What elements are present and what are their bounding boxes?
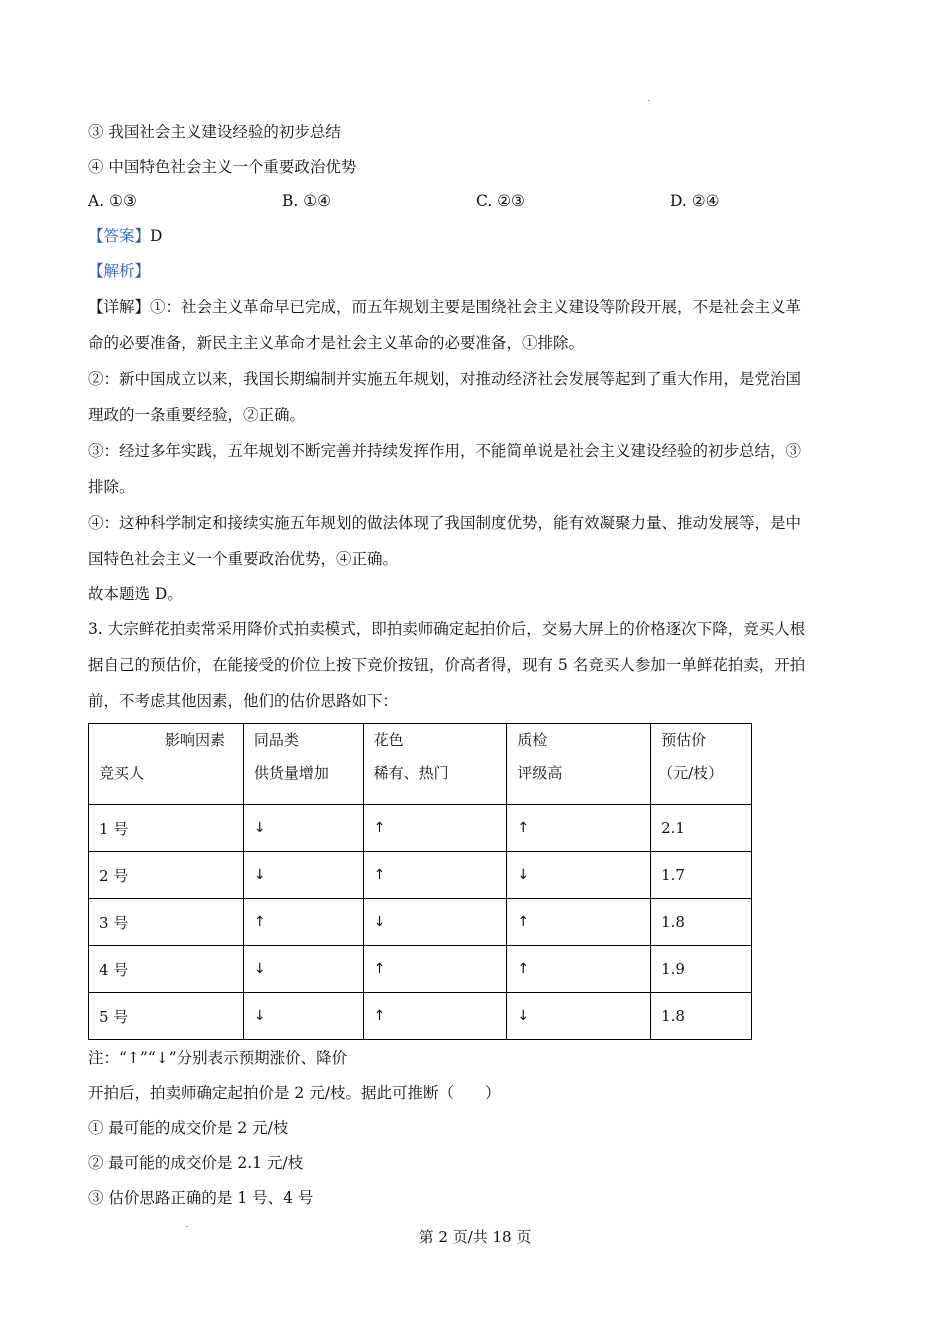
header-color-line2: 稀有、热门 bbox=[373, 764, 449, 782]
scan-dot bbox=[648, 100, 650, 101]
quality-arrow: ↓ bbox=[507, 852, 651, 899]
statement-3: ③ 估价思路正确的是 1 号、4 号 bbox=[88, 1189, 314, 1207]
answer-tag: 【答案】 bbox=[88, 227, 151, 245]
table-row bbox=[89, 805, 752, 852]
corner-top-label: 影响因素 bbox=[165, 731, 226, 749]
color-arrow: ↓ bbox=[363, 899, 507, 946]
statement-2: ② 最可能的成交价是 2.1 元/枝 bbox=[88, 1154, 304, 1172]
header-quality bbox=[507, 724, 651, 805]
detail-paragraph-2a: ②：新中国成立以来，我国长期编制并实施五年规划，对推动经济社会发展等起到了重大作用，是党治国 bbox=[88, 370, 802, 388]
table-note: 注：“↑”“↓”分别表示预期涨价、降价 bbox=[88, 1049, 348, 1067]
header-supply bbox=[243, 724, 363, 805]
supply-arrow: ↓ bbox=[243, 852, 363, 899]
question3-line-2: 据自己的预估价，在能接受的价位上按下竞价按钮，价高者得，现有 5 名竞买人参加一单鲜花拍卖，开拍 bbox=[88, 656, 806, 674]
option-d: D. ②④ bbox=[670, 192, 720, 210]
detail-paragraph-4b: 国特色社会主义一个重要政治优势，④正确。 bbox=[88, 550, 399, 568]
bidder-name: 1 号 bbox=[89, 805, 244, 852]
choice-item-3: ③ 我国社会主义建设经验的初步总结 bbox=[88, 123, 341, 141]
question3-line-1: 3. 大宗鲜花拍卖常采用降价式拍卖模式，即拍卖师确定起拍价后，交易大屏上的价格逐次下降，竞买人根 bbox=[88, 620, 806, 638]
supply-arrow: ↓ bbox=[243, 993, 363, 1040]
estimated-price: 1.7 bbox=[651, 852, 752, 899]
supply-arrow: ↑ bbox=[243, 899, 363, 946]
question3-stem-tail: 开拍后，拍卖师确定起拍价是 2 元/枝。据此可推断（ ） bbox=[88, 1084, 501, 1102]
choice-item-4: ④ 中国特色社会主义一个重要政治优势 bbox=[88, 158, 357, 176]
supply-arrow: ↓ bbox=[243, 946, 363, 993]
analysis-label: 【解析】 bbox=[88, 262, 151, 280]
quality-arrow: ↑ bbox=[507, 805, 651, 852]
table-row bbox=[89, 852, 752, 899]
header-color-line1: 花色 bbox=[373, 731, 404, 749]
bidder-name: 5 号 bbox=[89, 993, 244, 1040]
table-row bbox=[89, 946, 752, 993]
color-arrow: ↑ bbox=[363, 993, 507, 1040]
detail-paragraph-3a: ③：经过多年实践，五年规划不断完善并持续发挥作用，不能简单说是社会主义建设经验的初步总结，③ bbox=[88, 442, 802, 460]
detail-paragraph-1b: 命的必要准备，新民主主义革命才是社会主义革命的必要准备，①排除。 bbox=[88, 334, 585, 352]
detail-conclusion: 故本题选 D。 bbox=[88, 585, 183, 603]
detail-tag: 【详解】 bbox=[88, 298, 151, 316]
header-supply-line2: 供货量增加 bbox=[253, 764, 329, 782]
estimated-price: 1.9 bbox=[651, 946, 752, 993]
detail-paragraph-2b: 理政的一条重要经验，②正确。 bbox=[88, 406, 306, 424]
color-arrow: ↑ bbox=[363, 946, 507, 993]
header-quality-line2: 评级高 bbox=[517, 764, 563, 782]
statement-1: ① 最可能的成交价是 2 元/枝 bbox=[88, 1119, 289, 1137]
option-c: C. ②③ bbox=[476, 192, 525, 210]
option-b: B. ①④ bbox=[282, 192, 332, 210]
color-arrow: ↑ bbox=[363, 852, 507, 899]
estimated-price: 1.8 bbox=[651, 993, 752, 1040]
page-footer: 第 2 页/共 18 页 bbox=[418, 1228, 532, 1246]
bidder-name: 2 号 bbox=[89, 852, 244, 899]
estimated-price: 2.1 bbox=[651, 805, 752, 852]
table-row bbox=[89, 899, 752, 946]
header-quality-line1: 质检 bbox=[517, 731, 548, 749]
header-price-line2: （元/枝） bbox=[658, 764, 724, 782]
detail-paragraph-3b: 排除。 bbox=[88, 478, 135, 496]
table-row bbox=[89, 993, 752, 1040]
analysis-tag bbox=[88, 260, 150, 282]
detail-text: ①：社会主义革命早已完成，而五年规划主要是围绕社会主义建设等阶段开展，不是社会主义革 bbox=[150, 298, 802, 316]
answer-line bbox=[88, 225, 162, 247]
quality-arrow: ↓ bbox=[507, 993, 651, 1040]
detail-paragraph-1a bbox=[88, 296, 801, 318]
answer-value: D bbox=[150, 227, 163, 245]
header-price bbox=[651, 724, 752, 805]
header-supply-line1: 同品类 bbox=[253, 731, 299, 749]
question3-line-3: 前，不考虑其他因素，他们的估价思路如下： bbox=[88, 692, 399, 710]
estimated-price: 1.8 bbox=[651, 899, 752, 946]
bidder-name: 4 号 bbox=[89, 946, 244, 993]
option-a: A. ①③ bbox=[88, 192, 137, 210]
bidder-name: 3 号 bbox=[89, 899, 244, 946]
detail-paragraph-4a: ④：这种科学制定和接续实施五年规划的做法体现了我国制度优势，能有效凝聚力量、推动发展等，是中 bbox=[88, 514, 802, 532]
header-color bbox=[363, 724, 507, 805]
table-corner-cell bbox=[89, 724, 244, 805]
auction-table bbox=[88, 723, 752, 1040]
header-price-line1: 预估价 bbox=[661, 731, 707, 749]
table-header-row bbox=[89, 724, 752, 805]
quality-arrow: ↑ bbox=[507, 946, 651, 993]
supply-arrow: ↓ bbox=[243, 805, 363, 852]
corner-bottom-label: 竞买人 bbox=[99, 764, 145, 782]
color-arrow: ↑ bbox=[363, 805, 507, 852]
quality-arrow: ↑ bbox=[507, 899, 651, 946]
